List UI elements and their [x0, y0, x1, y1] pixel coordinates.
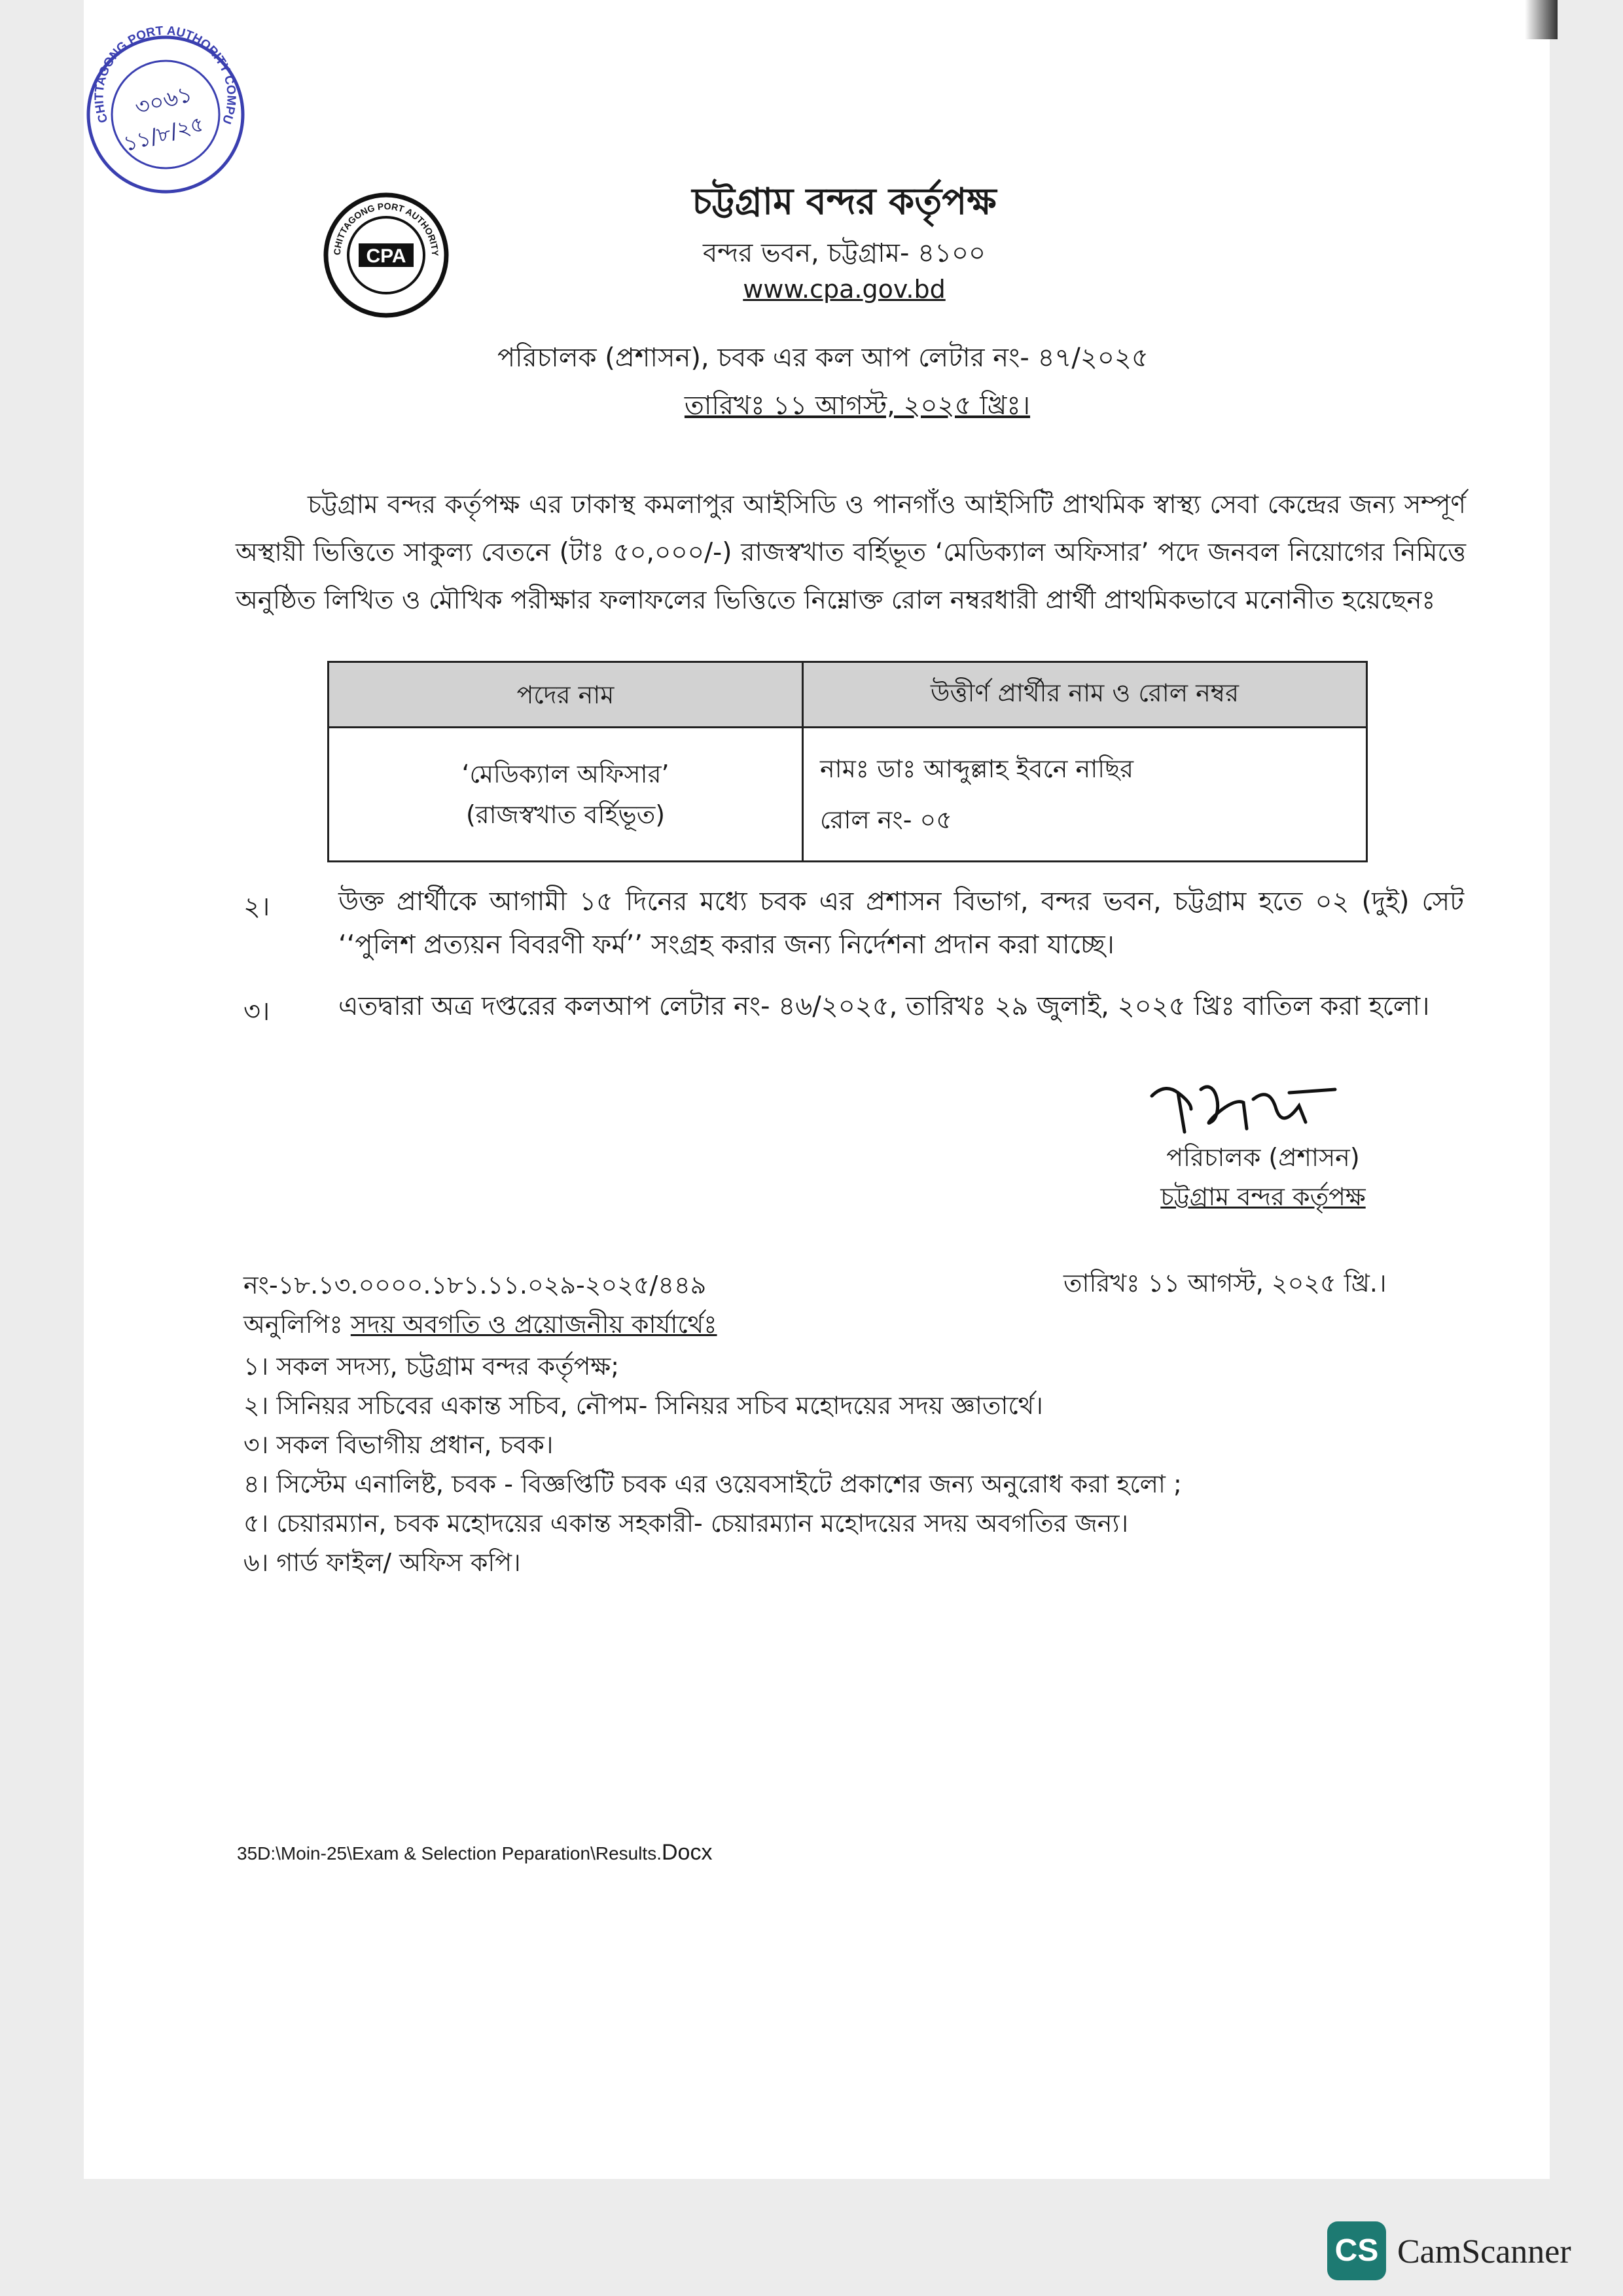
camscanner-logo: [1327, 2221, 1386, 2280]
logo-ring-text: CHITTAGONG PORT AUTHORITY: [331, 200, 441, 256]
results-table: [327, 661, 1368, 862]
stamp-date: ১১/৮/২৫: [120, 111, 207, 156]
table-header-row: [329, 662, 1367, 728]
stamp-ring-text: CHITTAGONG PORT AUTHORITY COMPU: [92, 24, 238, 126]
candidate-name: নামঃ ডাঃ আব্দুল্লাহ ইবনে নাছির: [820, 754, 1134, 783]
candidate-roll: রোল নং- ০৫: [820, 805, 952, 834]
copy-to-purpose: সদয় অবগতি ও প্রয়োজনীয় কার্যার্থেঃ: [350, 1310, 717, 1339]
copy-to-heading: [243, 1305, 717, 1347]
item-text: উক্ত প্রার্থীকে আগামী ১৫ দিনের মধ্যে চবক এর প্রশাসন বিভাগ, বন্দর ভবন, চট্টগ্রাম হতে ০২ (দুই) সেট ‘‘পুলিশ প্রত্যয়ন বিবরণী ফর্ম’’ সংগ্রহ করার জন্য নির্দেশনা প্রদান করা যাচ্ছে।: [338, 887, 1464, 960]
list-item: ২। সিনিয়র সচিবের একান্ত সচিব, নৌপম- সিনিয়র সচিব মহোদয়ের সদয় জ্ঞাতার্থে।: [243, 1391, 1043, 1420]
signatory-organization: চট্টগ্রাম বন্দর কর্তৃপক্ষ: [1160, 1182, 1366, 1211]
post-note: (রাজস্বখাত বর্হিভূত): [465, 800, 666, 829]
logo-text: CPA: [366, 245, 406, 267]
table-row: [329, 728, 1367, 862]
signature-icon: [1139, 1070, 1348, 1145]
list-item: ৪। সিস্টেম এনালিষ্ট, চবক - বিজ্ঞপ্তিটি চবক এর ওয়েবসাইটে প্রকাশের জন্য অনুরোধ করা হলো ;: [243, 1470, 1182, 1498]
signatory-title: পরিচালক (প্রশাসন): [1166, 1143, 1360, 1172]
memo-number: নং-১৮.১৩.০০০০.১৮১.১১.০২৯-২০২৫/৪৪৯: [243, 1271, 707, 1299]
page-edge-shadow: [1525, 0, 1558, 39]
file-path: [237, 1840, 712, 1865]
handwritten-signature: [1139, 1070, 1348, 1145]
copy-to-label: অনুলিপিঃ: [243, 1310, 343, 1339]
item-number: ২।: [243, 892, 270, 922]
organization-website: www.cpa.gov.bd: [743, 275, 946, 304]
memo-date: তারিখঃ ১১ আগস্ট, ২০২৫ খ্রি.।: [1063, 1269, 1387, 1298]
list-item: ৫। চেয়ারম্যান, চবক মহোদয়ের একান্ত সহকারী- চেয়ারম্যান মহোদয়ের সদয় অবগতির জন্য।: [243, 1509, 1129, 1538]
list-item: [243, 880, 1474, 978]
list-item: ৬। গার্ড ফাইল/ অফিস কপি।: [243, 1548, 521, 1577]
list-item: ১। সকল সদস্য, চট্টগ্রাম বন্দর কর্তৃপক্ষ;: [243, 1352, 619, 1381]
camscanner-app-name: CamScanner: [1397, 2233, 1571, 2270]
post-name: ‘মেডিক্যাল অফিসার’: [461, 760, 669, 788]
body-paragraph: চট্টগ্রাম বন্দর কর্তৃপক্ষ এর ঢাকাস্থ কমলাপুর আইসিডি ও পানগাঁও আইসিটি প্রাথমিক স্বাস্থ্য সেবা কেন্দ্রের জন্য সম্পূর্ণ অস্থায়ী ভিত্তিতে সাকুল্য বেতনে (টাঃ ৫০,০০০/-) রাজস্বখাত বর্হিভূত ‘মেডিক্যাল অফিসার’ পদে জনবল নিয়োগের নিমিত্তে অনুষ্ঠিত লিখিত ও মৌখিক পরীক্ষার ফলাফলের ভিত্তিতে নিম্নোক্ত রোল নম্বরধারী প্রার্থী প্রাথমিকভাবে মনোনীত হয়েছেনঃ: [236, 490, 1466, 615]
item-text: এতদ্বারা অত্র দপ্তরের কলআপ লেটার নং- ৪৬/২০২৫, তারিখঃ ২৯ জুলাই, ২০২৫ খ্রিঃ বাতিল করা হলো।: [338, 991, 1430, 1021]
computer-center-stamp: [82, 23, 249, 200]
cpa-logo: [321, 190, 452, 321]
copy-to-list: [243, 1347, 1421, 1582]
file-path-text: 35D:\Moin-25\Exam & Selection Peparation\Results.: [237, 1843, 662, 1863]
file-extension: Docx: [662, 1840, 713, 1865]
stamp-number: ৩০৬১: [132, 80, 196, 122]
header-post-name: পদের নাম: [329, 662, 803, 728]
header-candidate: উত্তীর্ণ প্রার্থীর নাম ও রোল নম্বর: [803, 662, 1367, 728]
list-item: ৩। সকল বিভাগীয় প্রধান, চবক।: [243, 1430, 554, 1459]
item-number: ৩।: [243, 997, 270, 1027]
organization-title: চট্টগ্রাম বন্দর কর্তৃপক্ষ: [692, 181, 997, 223]
list-item: [243, 985, 1474, 1037]
camscanner-logo-text: CS: [1334, 2233, 1379, 2268]
cpa-emblem-icon: [321, 190, 452, 321]
letter-date: তারিখঃ ১১ আগস্ট, ২০২৫ খ্রিঃ।: [684, 391, 1031, 421]
organization-address: বন্দর ভবন, চট্টগ্রাম- ৪১০০: [702, 238, 986, 268]
post-cell: [329, 728, 803, 862]
letter-number: পরিচালক (প্রশাসন), চবক এর কল আপ লেটার নং- ৪৭/২০২৫: [497, 343, 1149, 373]
stamp-seal-icon: [82, 23, 249, 200]
candidate-cell: [803, 728, 1367, 862]
